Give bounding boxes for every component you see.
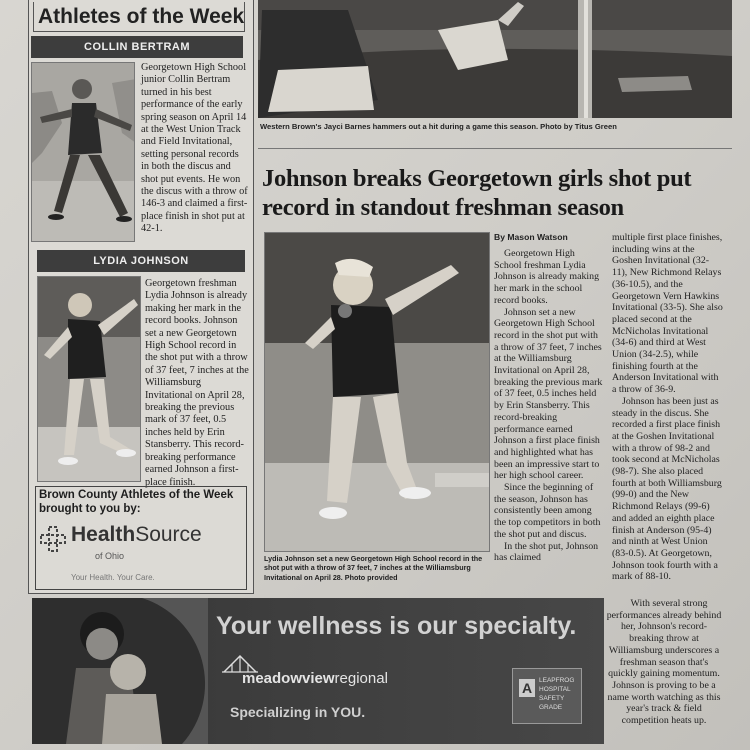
healthsource-tagline: Your Health. Your Care. [71,573,155,582]
athlete2-photo [37,276,141,482]
athlete1-name-bar: COLLIN BERTRAM [31,36,243,58]
article-paragraph: In the shot put, Johnson has claimed [494,540,599,564]
ad-slogan: Your wellness is our specialty. [216,612,577,640]
article-paragraph: Johnson has been just as steady in the discus. She recorded a first place finish at the Goshen Invitational with a throw of 98-2 and took second at McNicholas (98-7). She also placed fourth at both Williamsburg (99-0) and the New Richmond Relays (99-6) and added an eighth place finish at Anderson (95-4) and ninth at West Union (83-0.5). At Georgetown, Johnson took fourth with a mark of 88-10. [612,395,722,583]
article-column-2-continued: With several strong performances already behind her, Johnson's record-breaking throw at Williamsburg underscores a freshman season that's quickly gaining momentum. Johnson is proving to be a name worth watching as this year's track & field competition heats up. [606,598,722,727]
grade-a-icon: A [519,679,535,697]
softball-photo [258,0,732,118]
article-photo-caption: Lydia Johnson set a new Georgetown High School record in the shot put with a throw of 37 feet, 7 inches at the Williamsburg Invitational on April 28. Photo provided [264,554,483,582]
healthsource-subtitle: of Ohio [95,551,125,561]
healthsource-wordmark: HealthSource [71,523,202,546]
athlete2-name-bar: LYDIA JOHNSON [37,250,245,272]
article-column-2 [612,232,724,583]
sponsor-line2: brought to you by: [39,503,141,515]
article-paragraph: Since the beginning of the season, Johnson has consistently been among the top competitors in both the shot put and discus. [494,482,601,540]
softball-batter-image [258,0,732,118]
leapfrog-badge: A LEAPFROG HOSPITAL SAFETY GRADE [512,668,582,724]
article-paragraph: multiple first place finishes, including wins at the Goshen Invitational (32-11), New Richmond Relays (36-10.5), and the Georgetown Vern Hawkins Invitational (33-5). She also placed second at the McNicholas Invitational (34-6) and third at West Union (34-2.5), while finishing fourth at the Anderson Invitational with a throw of 36-9. [612,232,723,396]
athlete1-photo [31,62,135,242]
sponsor-box [35,486,247,590]
meadowview-ad [32,598,604,744]
ad-brand-name: meadowviewregional [242,670,388,687]
section-divider [258,148,732,149]
article-photo [264,232,490,552]
article-paragraph: Johnson set a new Georgetown High School record in the shot put with a throw of 37 feet, 7 inches at the Williamsburg Invitational on April 28, breaking the previous mark of 37 feet, 0.5 inches held by Erin Stansberry. This record-breaking performance earned Johnson a first place finish and highlighted what has been an impressive start to her high school career. [494,306,603,482]
healthsource-logo [37,519,245,589]
lydia-shot-put-image [265,233,490,552]
main-content [258,0,732,594]
article-column-1 [494,248,604,564]
athletes-sidebar [28,0,254,594]
discus-thrower-image [32,63,135,242]
athlete1-text: Georgetown High School junior Collin Bertram turned in his best performance of the early spring season on April 14 at the West Union Track and Field Invitational, setting personal records in both the discus and shot put events. He won the discus with a throw of 146-3 and claimed a first-place finish in shot put at 42-1. [141,62,248,235]
sidebar-title: Athletes of the Week [33,2,245,32]
article-byline: By Mason Watson [494,232,568,242]
ad-photo-women [32,598,208,744]
athlete2-text: Georgetown freshman Lydia Johnson is already making her mark in the record books. Johnson set a new Georgetown High School record in the shot put with a throw of 37 feet, 7 inches at the Williamsburg Invitational on April 28, breaking the previous mark of 37 feet, 0.5 inches held by Erin Stansberry. This record-breaking performance earned Johnson a first-place finish. [145,278,249,488]
sponsor-line1: Brown County Athletes of the Week [39,489,234,501]
shot-putter-image [38,277,141,482]
ad-tagline: Specializing in YOU. [230,704,366,720]
softball-photo-caption: Western Brown's Jayci Barnes hammers out a hit during a game this season. Photo by Titus Green [260,122,617,131]
article-paragraph: Georgetown High School freshman Lydia Johnson is already making her mark in the school record books. [494,248,600,306]
healthsource-cross-icon [39,525,67,553]
article-headline: Johnson breaks Georgetown girls shot put record in standout freshman season [262,165,692,221]
